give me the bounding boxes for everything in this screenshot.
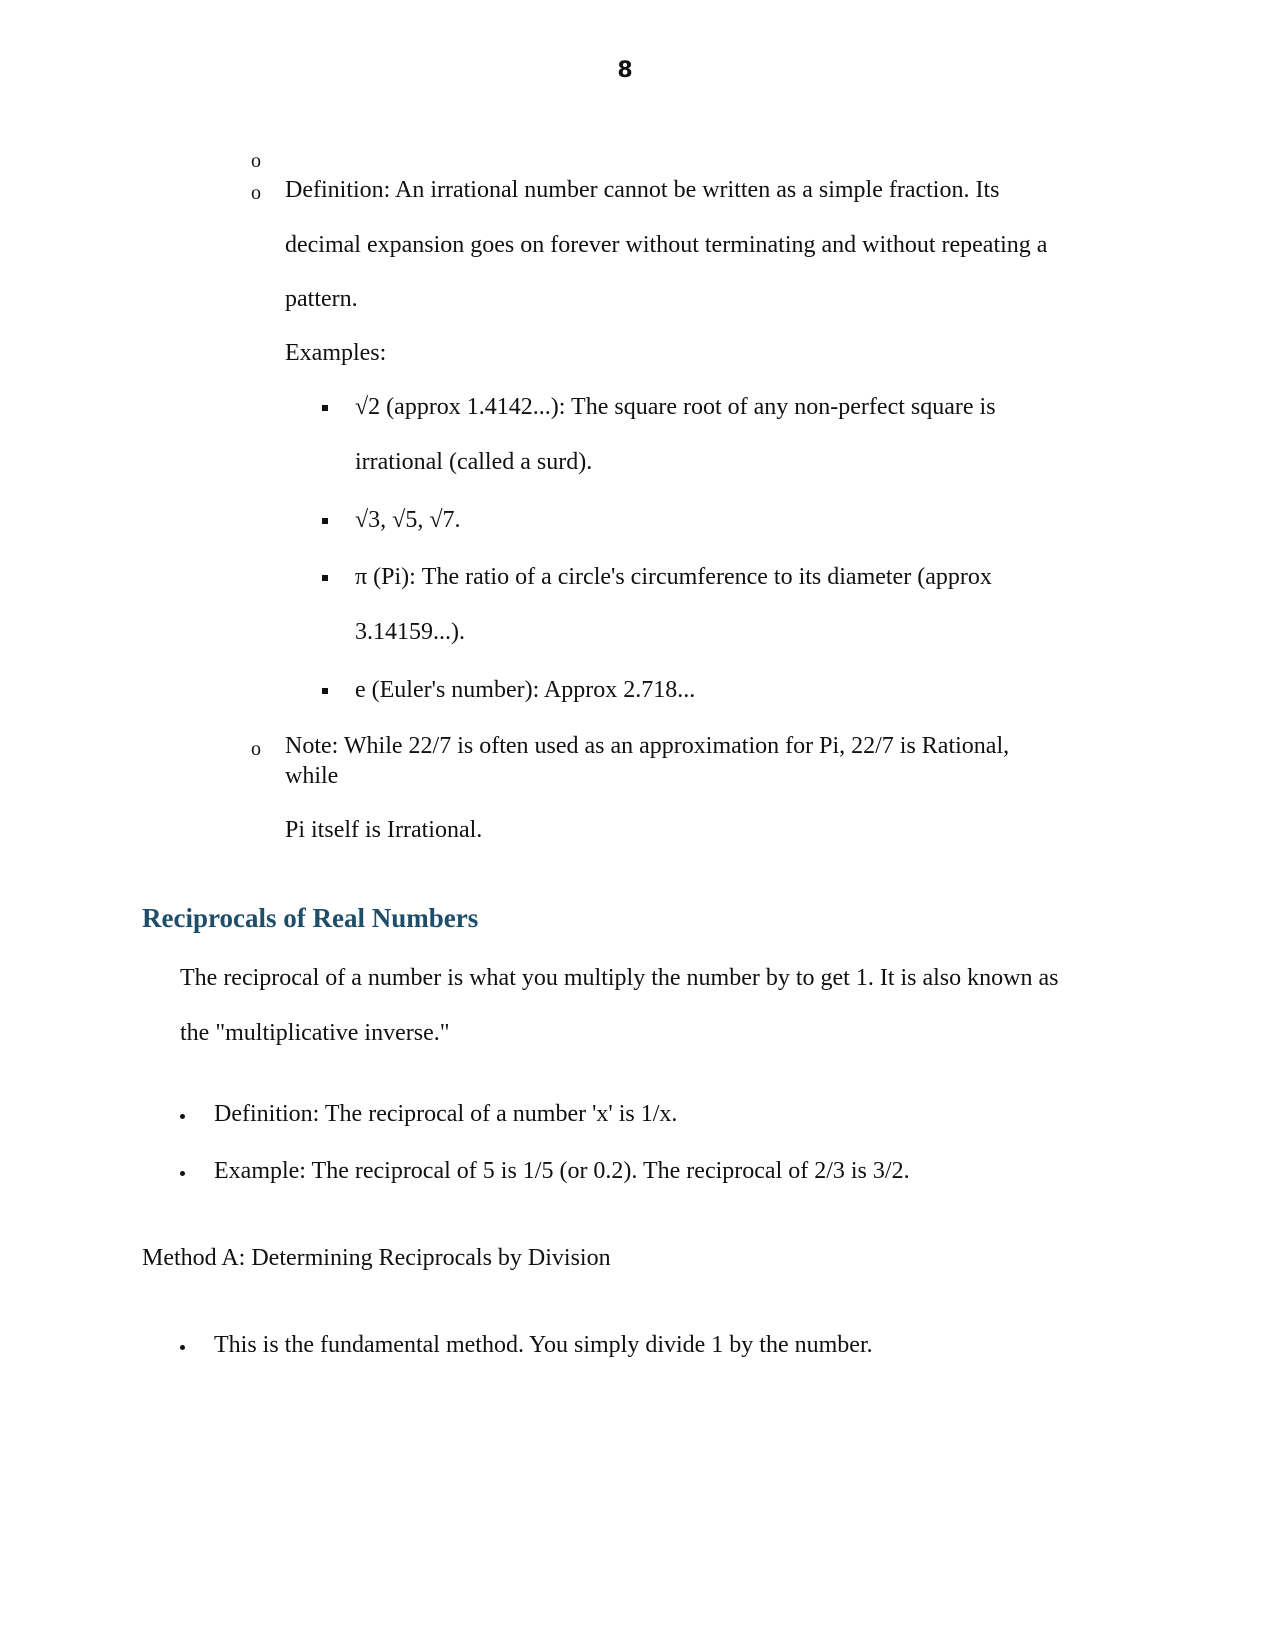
section-heading-reciprocals: Reciprocals of Real Numbers <box>142 903 479 933</box>
note-line-3: Pi itself is Irrational. <box>285 817 483 843</box>
note-bullet: o <box>251 738 261 760</box>
square-bullet <box>322 405 328 411</box>
square-bullet <box>322 688 328 694</box>
round-bullet <box>180 1114 185 1119</box>
method-a-description: This is the fundamental method. You simply divide 1 by the number. <box>214 1332 873 1358</box>
intro-line-1: The reciprocal of a number is what you multiply the number by to get 1. It is also known as <box>180 965 1059 991</box>
round-bullet <box>180 1345 185 1350</box>
method-a-title: Method A: Determining Reciprocals by Division <box>142 1245 611 1271</box>
definition-line-1: Definition: An irrational number cannot be written as a simple fraction. Its <box>285 177 1000 203</box>
note-line-1: Note: While 22/7 is often used as an approximation for Pi, 22/7 is Rational, <box>285 733 1010 759</box>
reciprocal-definition: Definition: The reciprocal of a number 'x' is 1/x. <box>214 1101 678 1127</box>
empty-list-bullet: o <box>251 150 261 172</box>
definition-line-3: pattern. <box>285 286 358 312</box>
definition-bullet: o <box>251 182 261 204</box>
square-bullet <box>322 575 328 581</box>
intro-line-2: the "multiplicative inverse." <box>180 1020 450 1046</box>
definition-line-2: decimal expansion goes on forever without terminating and without repeating a <box>285 232 1048 258</box>
example-sqrt2-line-2: irrational (called a surd). <box>355 449 593 475</box>
note-line-2: while <box>285 763 339 789</box>
round-bullet <box>180 1171 185 1176</box>
example-pi-line-2: 3.14159...). <box>355 619 465 645</box>
example-roots: √3, √5, √7. <box>355 507 461 533</box>
examples-label: Examples: <box>285 340 387 366</box>
page-number: 8 <box>617 58 633 83</box>
reciprocal-example: Example: The reciprocal of 5 is 1/5 (or 0.2). The reciprocal of 2/3 is 3/2. <box>214 1158 910 1184</box>
example-pi-line-1: π (Pi): The ratio of a circle's circumference to its diameter (approx <box>355 564 992 590</box>
example-euler: e (Euler's number): Approx 2.718... <box>355 677 696 703</box>
example-sqrt2-line-1: √2 (approx 1.4142...): The square root of any non-perfect square is <box>355 394 996 420</box>
square-bullet <box>322 518 328 524</box>
